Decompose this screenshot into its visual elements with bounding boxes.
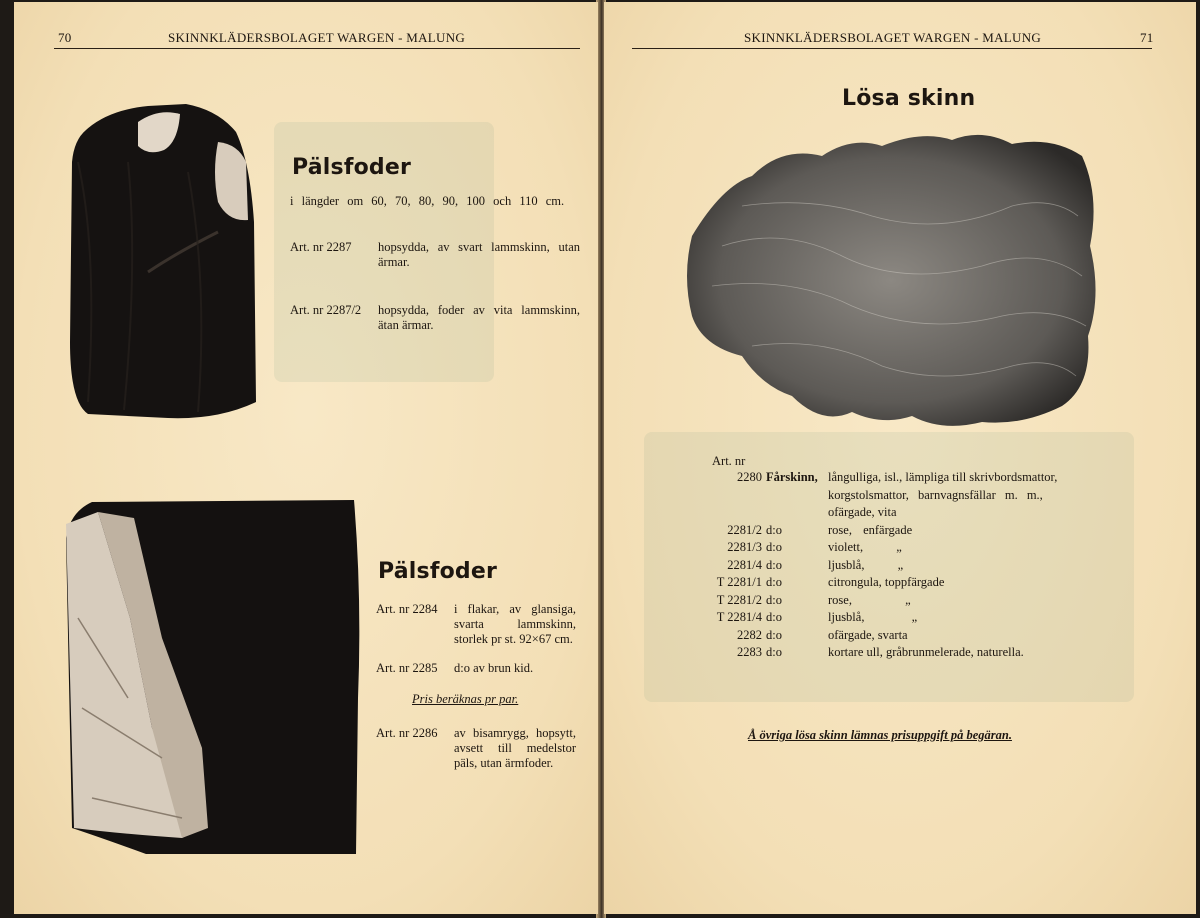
running-head: SKINNKLÄDERSBOLAGET WARGEN - MALUNG xyxy=(168,30,466,45)
name-cell: d:o xyxy=(766,610,782,624)
name-cell: d:o xyxy=(766,627,782,642)
desc-cell: ofärgade, svarta xyxy=(828,627,908,642)
art-cell: 2280 xyxy=(737,470,762,484)
item-description: d:o av brun kid. xyxy=(454,661,534,675)
price-note: Pris beräknas pr par. xyxy=(412,692,519,706)
name-cell: d:o xyxy=(766,592,782,607)
name-cell: d:o xyxy=(766,557,782,572)
art-number: Art. nr 2287/2 xyxy=(290,303,362,317)
left-page xyxy=(14,2,598,914)
art-cell: 2283 xyxy=(737,645,762,659)
name-cell: d:o xyxy=(766,522,782,537)
section-heading-palsfoder-1: Pälsfoder xyxy=(292,155,412,180)
running-head: SKINNKLÄDERSBOLAGET WARGEN - MALUNG xyxy=(744,30,1042,45)
item-description: hopsydda, foder av vita lammskinn, ätan ärmar. xyxy=(378,303,580,332)
right-page xyxy=(604,2,1196,914)
desc-cell: ofärgade, vita xyxy=(828,505,897,519)
art-number: Art. nr 2286 xyxy=(376,726,438,740)
lengths-text: i längder om 60, 70, 80, 90, 100 och 110 cm. xyxy=(290,194,565,208)
art-number: Art. nr 2284 xyxy=(376,602,438,616)
table-header-art-nr: Art. nr xyxy=(712,454,746,468)
item-description: i flakar, av glansiga, svarta lammskinn, storlek pr st. 92×67 cm. xyxy=(454,602,576,646)
art-cell: 2282 xyxy=(737,627,762,642)
footnote: Å övriga lösa skinn lämnas prisuppgift på begäran. xyxy=(748,728,1012,742)
desc-cell: rose, enfärgade xyxy=(828,522,913,537)
name-cell: d:o xyxy=(766,540,782,554)
desc-cell: ljusblå, „ xyxy=(828,557,904,572)
header-rule xyxy=(632,48,1152,49)
desc-cell: citrongula, toppfärgade xyxy=(828,575,945,589)
art-cell: 2281/4 xyxy=(727,557,762,572)
art-cell: T 2281/1 xyxy=(716,575,762,589)
art-cell: 2281/2 xyxy=(727,522,762,537)
desc-cell: långulliga, isl., lämpliga till skrivbordsmattor, xyxy=(828,470,1058,484)
art-number: Art. nr 2285 xyxy=(376,661,438,675)
item-description: hopsydda, av svart lammskinn, utan ärmar. xyxy=(378,240,580,269)
fur-lining-image xyxy=(62,498,362,858)
name-cell: d:o xyxy=(766,575,782,589)
desc-cell: ljusblå, „ xyxy=(828,610,918,624)
section-heading-palsfoder-2: Pälsfoder xyxy=(378,559,498,584)
name-cell: d:o xyxy=(766,645,782,659)
desc-cell: kortare ull, gråbrunmelerade, naturella. xyxy=(828,645,1024,659)
name-cell: Fårskinn, xyxy=(766,470,818,484)
art-cell: T 2281/4 xyxy=(716,610,762,624)
header-rule xyxy=(54,48,580,49)
sheepskin-image xyxy=(682,126,1102,432)
page-heading-losa-skinn: Lösa skinn xyxy=(842,86,976,111)
page-number: 71 xyxy=(1140,30,1154,45)
desc-cell: rose, „ xyxy=(828,592,911,607)
desc-cell: violett, „ xyxy=(828,540,902,554)
art-cell: 2281/3 xyxy=(727,540,762,554)
art-number: Art. nr 2287 xyxy=(290,240,352,254)
fur-vest-image xyxy=(68,102,258,420)
desc-cell: korgstolsmattor, barnvagnsfällar m. m., xyxy=(828,487,1043,502)
page-number: 70 xyxy=(58,30,72,45)
art-cell: T 2281/2 xyxy=(716,592,762,607)
item-description: av bisamrygg, hopsytt, avsett till medelstor päls, utan ärmfoder. xyxy=(454,726,576,770)
